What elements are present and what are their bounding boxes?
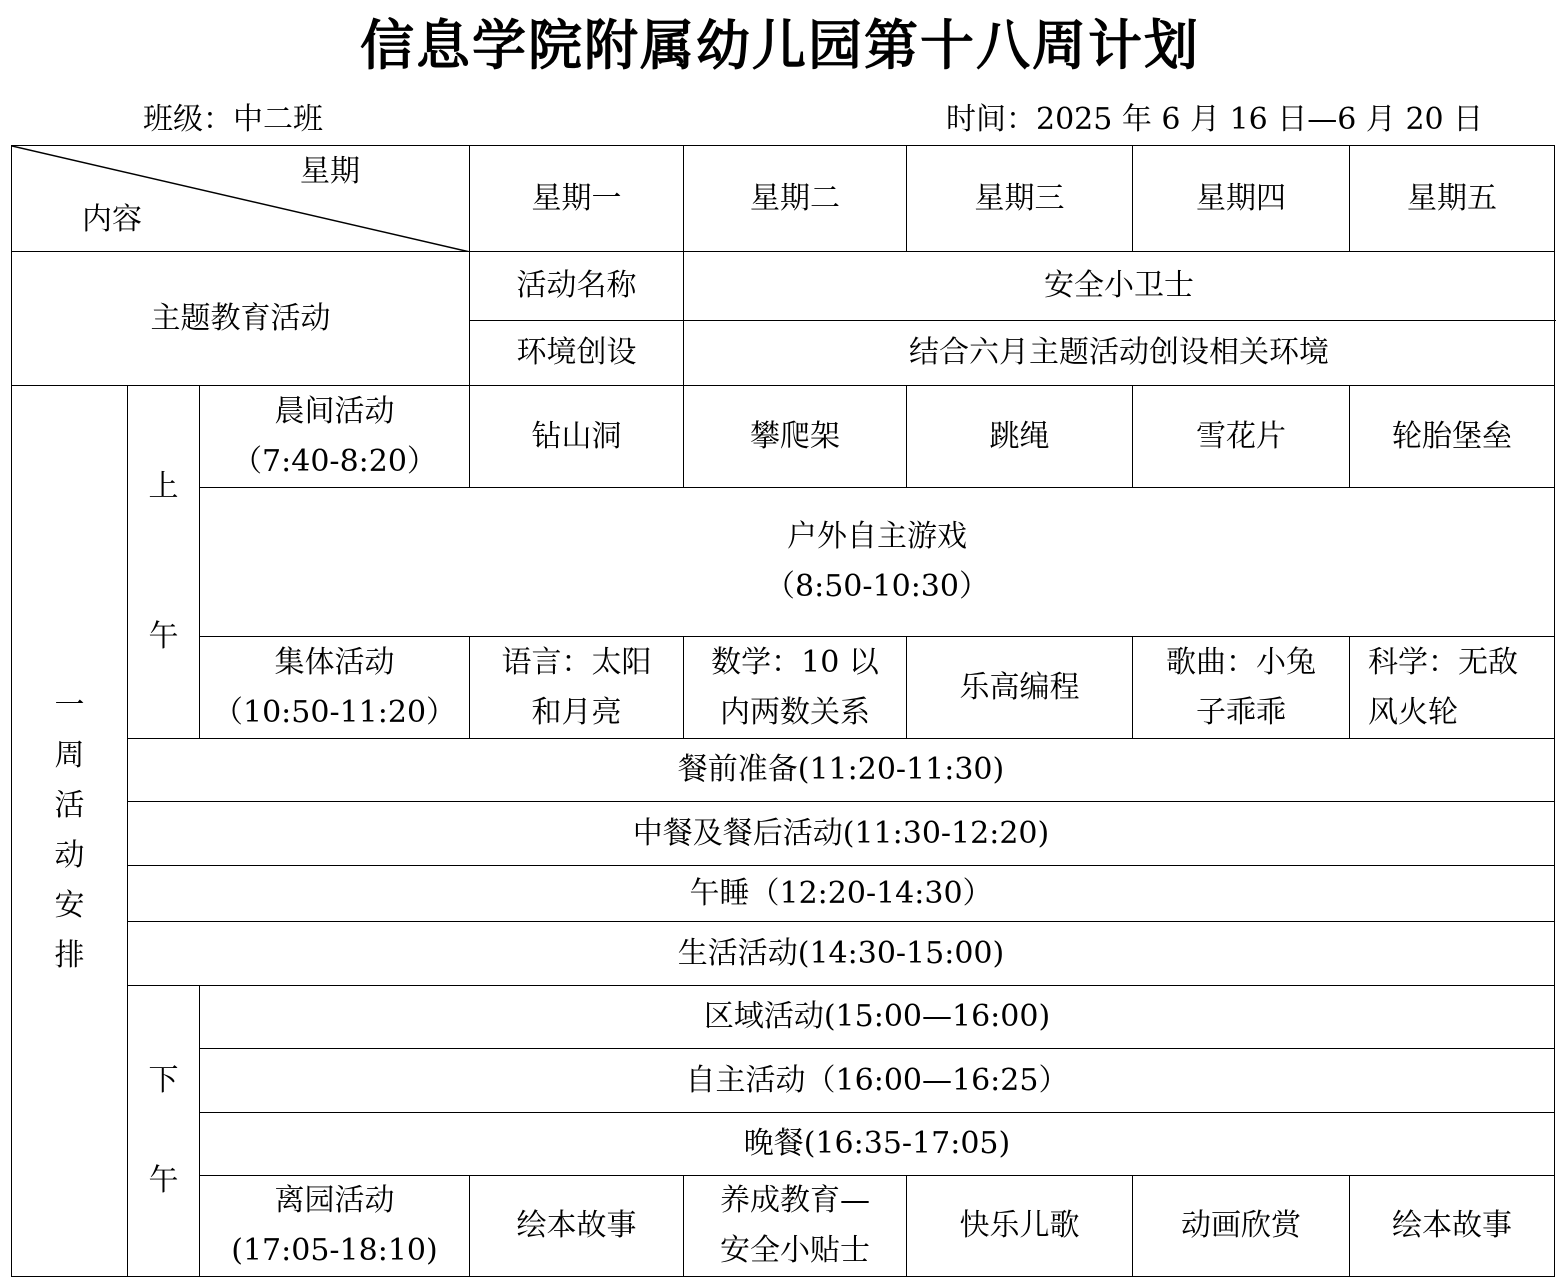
day-header-mon: 星期一	[470, 146, 684, 252]
week-label-char: 一	[54, 688, 85, 723]
area-activity-row	[12, 986, 1555, 1049]
content-axis-label: 内容	[82, 202, 142, 237]
day-header-fri: 星期五	[1350, 146, 1555, 252]
lunch-cell: 中餐及餐后活动(11:30-12:20)	[128, 802, 1555, 866]
day-header-wed: 星期三	[907, 146, 1133, 252]
group-activity-label	[200, 637, 470, 739]
environment-label: 环境创设	[470, 321, 684, 386]
morning-item-wed: 跳绳	[907, 386, 1133, 488]
date-label: 时间：2025 年 6 月 16 日—6 月 20 日	[946, 102, 1484, 137]
week-schedule-label	[12, 386, 128, 1277]
afternoon-char: 午	[148, 1163, 179, 1198]
week-label-char: 动	[54, 838, 85, 873]
theme-name-row	[12, 252, 1555, 321]
leave-activity-label	[200, 1176, 470, 1277]
group-item-mon	[470, 637, 684, 739]
morning-item-mon: 钻山洞	[470, 386, 684, 488]
leave-item-wed	[907, 1176, 1133, 1277]
pre-meal-cell: 餐前准备(11:20-11:30)	[128, 739, 1555, 802]
free-activity-cell: 自主活动（16:00—16:25）	[200, 1049, 1555, 1113]
lunch-row	[12, 802, 1555, 866]
nap-cell: 午睡（12:20-14:30）	[128, 866, 1555, 922]
outdoor-game-row	[12, 488, 1555, 637]
week-label-char: 安	[54, 888, 85, 923]
class-label: 班级：中二班	[143, 102, 323, 137]
weekly-plan-table	[11, 145, 1555, 1277]
week-label-char: 活	[54, 788, 85, 823]
group-item-line: 风火轮	[1368, 694, 1459, 730]
life-activity-row	[12, 922, 1555, 986]
group-activity-name: 集体活动	[274, 644, 395, 680]
leave-item-thu	[1133, 1176, 1350, 1277]
area-activity-cell: 区域活动(15:00—16:00)	[200, 986, 1555, 1049]
outdoor-game-time: （8:50-10:30）	[765, 569, 989, 604]
leave-item-line: 动画欣赏	[1181, 1208, 1302, 1243]
pre-meal-row	[12, 739, 1555, 802]
weekday-axis-label: 星期	[300, 154, 360, 189]
leave-activity-row	[12, 1176, 1555, 1277]
morning-item-thu: 雪花片	[1133, 386, 1350, 488]
activity-name-label: 活动名称	[470, 252, 684, 321]
leave-item-line: 绘本故事	[1392, 1208, 1513, 1243]
morning-activity-time: （7:40-8:20）	[232, 443, 437, 479]
week-label-char: 排	[54, 938, 85, 973]
outdoor-game-cell	[200, 488, 1555, 637]
free-activity-row	[12, 1049, 1555, 1113]
afternoon-char: 下	[148, 1063, 179, 1098]
group-item-line: 和月亮	[531, 694, 622, 730]
leave-item-line: 安全小贴士	[720, 1233, 871, 1268]
day-header-tue: 星期二	[684, 146, 907, 252]
life-activity-cell: 生活活动(14:30-15:00)	[128, 922, 1555, 986]
group-item-line: 乐高编程	[959, 669, 1080, 705]
outdoor-game-name: 户外自主游戏	[787, 519, 967, 554]
group-item-line: 歌曲：小兔	[1166, 644, 1317, 680]
diagonal-line	[12, 146, 470, 252]
group-item-fri	[1350, 637, 1555, 739]
group-activity-row	[12, 637, 1555, 739]
group-item-thu	[1133, 637, 1350, 739]
nap-row	[12, 866, 1555, 922]
morning-item-fri: 轮胎堡垒	[1350, 386, 1555, 488]
header-row	[12, 146, 1555, 252]
morning-item-tue: 攀爬架	[684, 386, 907, 488]
group-item-line: 内两数关系	[720, 694, 871, 730]
dinner-cell: 晚餐(16:35-17:05)	[200, 1113, 1555, 1176]
diagonal-header-cell	[12, 146, 470, 252]
leave-activity-time: (17:05-18:10)	[231, 1233, 438, 1268]
leave-item-line: 快乐儿歌	[959, 1208, 1080, 1243]
group-item-tue	[684, 637, 907, 739]
group-item-line: 科学：无敌	[1368, 644, 1519, 680]
leave-item-mon	[470, 1176, 684, 1277]
leave-activity-name: 离园活动	[274, 1183, 395, 1218]
morning-activity-row	[12, 386, 1555, 488]
week-label-char: 周	[54, 738, 85, 773]
morning-char: 午	[148, 619, 179, 654]
group-item-wed	[907, 637, 1133, 739]
group-activity-time: （10:50-11:20）	[212, 694, 457, 730]
morning-activity-label	[200, 386, 470, 488]
morning-activity-name: 晨间活动	[274, 393, 395, 429]
day-header-thu: 星期四	[1133, 146, 1350, 252]
leave-item-fri	[1350, 1176, 1555, 1277]
leave-item-tue	[684, 1176, 907, 1277]
dinner-row	[12, 1113, 1555, 1176]
group-item-line: 语言：太阳	[501, 644, 652, 680]
group-item-line: 数学：10 以	[711, 644, 879, 680]
theme-education-label: 主题教育活动	[12, 252, 470, 386]
page-title: 信息学院附属幼儿园第十八周计划	[360, 14, 1200, 77]
group-item-line: 子乖乖	[1196, 694, 1287, 730]
morning-char: 上	[148, 469, 179, 504]
environment-value: 结合六月主题活动创设相关环境	[684, 321, 1555, 386]
activity-name-value: 安全小卫士	[684, 252, 1555, 321]
leave-item-line: 绘本故事	[516, 1208, 637, 1243]
morning-label	[128, 386, 200, 739]
leave-item-line: 养成教育—	[720, 1183, 871, 1218]
afternoon-label	[128, 986, 200, 1277]
